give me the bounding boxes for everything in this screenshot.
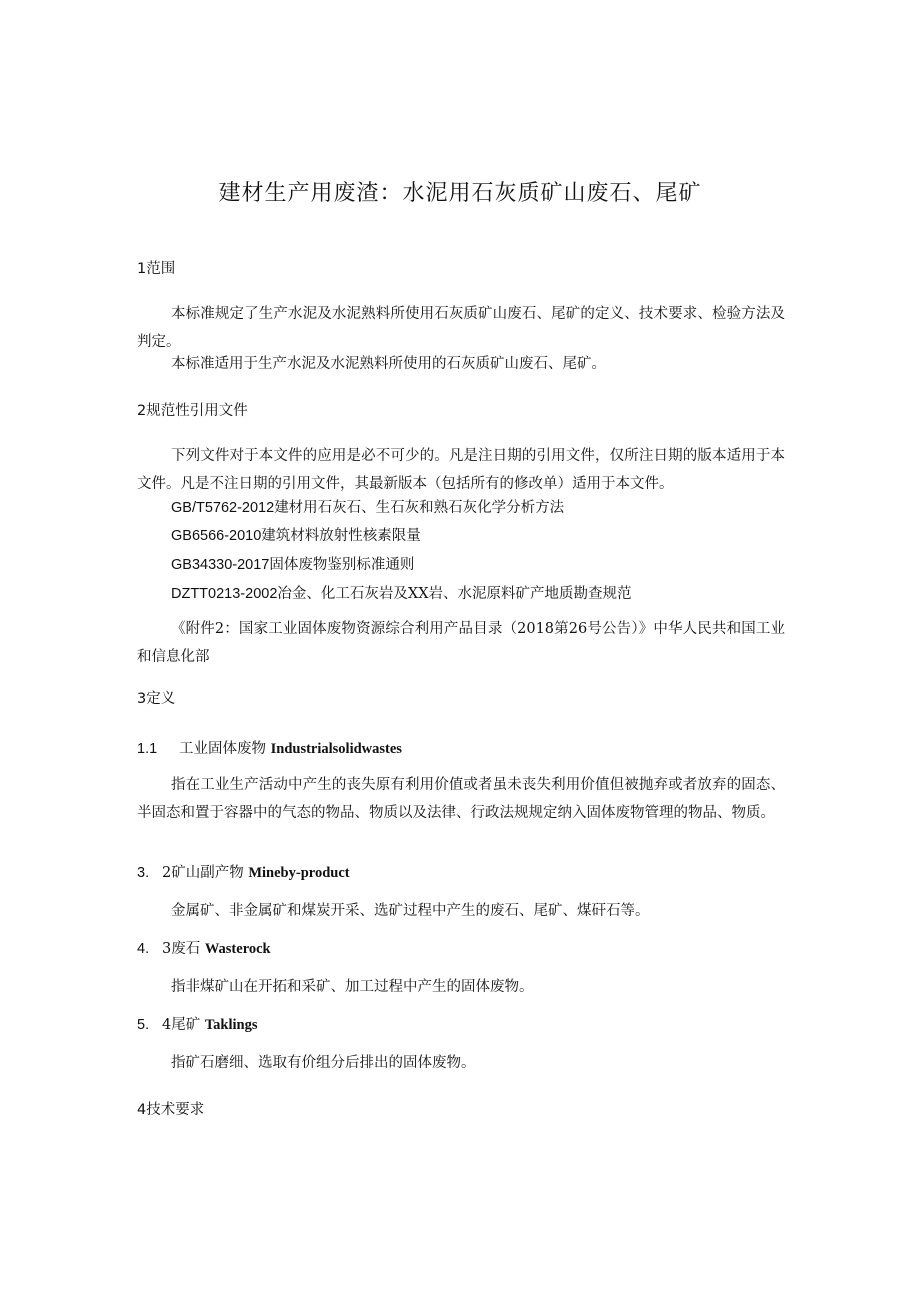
section-1-paragraph-1: 本标准规定了生产水泥及水泥熟料所使用石灰质矿山废石、尾矿的定义、技术要求、检验方法及判定。 bbox=[137, 306, 785, 350]
definition-term: 3废石 bbox=[162, 941, 201, 957]
definition-body: 指非煤矿山在开拓和采矿、加工过程中产生的固体废物。 bbox=[171, 979, 534, 995]
definition-english-term: Industrialsolidwastes bbox=[270, 741, 402, 757]
reference-item bbox=[171, 583, 632, 605]
annex-reference: 《附件2：国家工业固体废物资源综合利用产品目录（2018第26号公告）》中华人民共和国工业和信息化部 bbox=[137, 621, 785, 665]
definition-number: 5. bbox=[137, 1017, 150, 1033]
reference-code: GB/T5762-2012 bbox=[171, 500, 275, 516]
definition-body: 指在工业生产活动中产生的丧失原有利用价值或者虽未丧失利用价值但被抛弃或者放弃的固态、半固态和置于容器中的气态的物品、物质以及法律、行政法规规定纳入固体废物管理的物品、物质。 bbox=[137, 777, 785, 821]
reference-item bbox=[171, 497, 564, 519]
definition-english-term: Wasterock bbox=[204, 941, 271, 957]
definition-number: 3. bbox=[137, 865, 150, 881]
definition-term: 2矿山副产物 bbox=[162, 865, 244, 881]
definition-english-term: Mineby-product bbox=[248, 865, 350, 881]
reference-item bbox=[171, 525, 421, 547]
definition-heading bbox=[137, 938, 271, 960]
section-2-heading: 2规范性引用文件 bbox=[137, 403, 248, 419]
definition-term: 工业固体废物 bbox=[179, 741, 266, 757]
reference-code: GB34330-2017 bbox=[171, 557, 270, 573]
definition-number: 1.1 bbox=[137, 741, 158, 757]
section-1-heading: 1范围 bbox=[137, 261, 176, 277]
reference-title: 建筑材料放射性核素限量 bbox=[261, 528, 421, 544]
definition-english-term: Taklings bbox=[204, 1017, 258, 1033]
document-title: 建材生产用废渣：水泥用石灰质矿山废石、尾矿 bbox=[218, 181, 702, 206]
reference-title: 建材用石灰石、生石灰和熟石灰化学分析方法 bbox=[274, 500, 565, 516]
definition-body: 金属矿、非金属矿和煤炭开采、选矿过程中产生的废石、尾矿、煤矸石等。 bbox=[171, 903, 650, 919]
section-3-heading: 3定义 bbox=[137, 691, 176, 707]
reference-code: DZTT0213-2002 bbox=[171, 586, 278, 602]
definition-heading bbox=[137, 862, 350, 884]
definition-term: 4尾矿 bbox=[162, 1017, 201, 1033]
section-2-intro: 下列文件对于本文件的应用是必不可少的。凡是注日期的引用文件，仅所注日期的版本适用于本文件。凡是不注日期的引用文件，其最新版本（包括所有的修改单）适用于本文件。 bbox=[137, 448, 785, 492]
definition-heading bbox=[137, 738, 402, 760]
reference-item bbox=[171, 554, 414, 576]
definition-number: 4. bbox=[137, 941, 150, 957]
reference-code: GB6566-2010 bbox=[171, 528, 262, 544]
definition-body: 指矿石磨细、选取有价组分后排出的固体废物。 bbox=[171, 1055, 476, 1071]
reference-title: 固体废物鉴别标准通则 bbox=[269, 557, 415, 573]
reference-title: 冶金、化工石灰岩及XX岩、水泥原料矿产地质勘查规范 bbox=[277, 586, 632, 602]
section-1-paragraph-2: 本标准适用于生产水泥及水泥熟料所使用的石灰质矿山废石、尾矿。 bbox=[171, 356, 606, 372]
section-4-heading: 4技术要求 bbox=[137, 1102, 205, 1118]
definition-heading bbox=[137, 1014, 258, 1036]
